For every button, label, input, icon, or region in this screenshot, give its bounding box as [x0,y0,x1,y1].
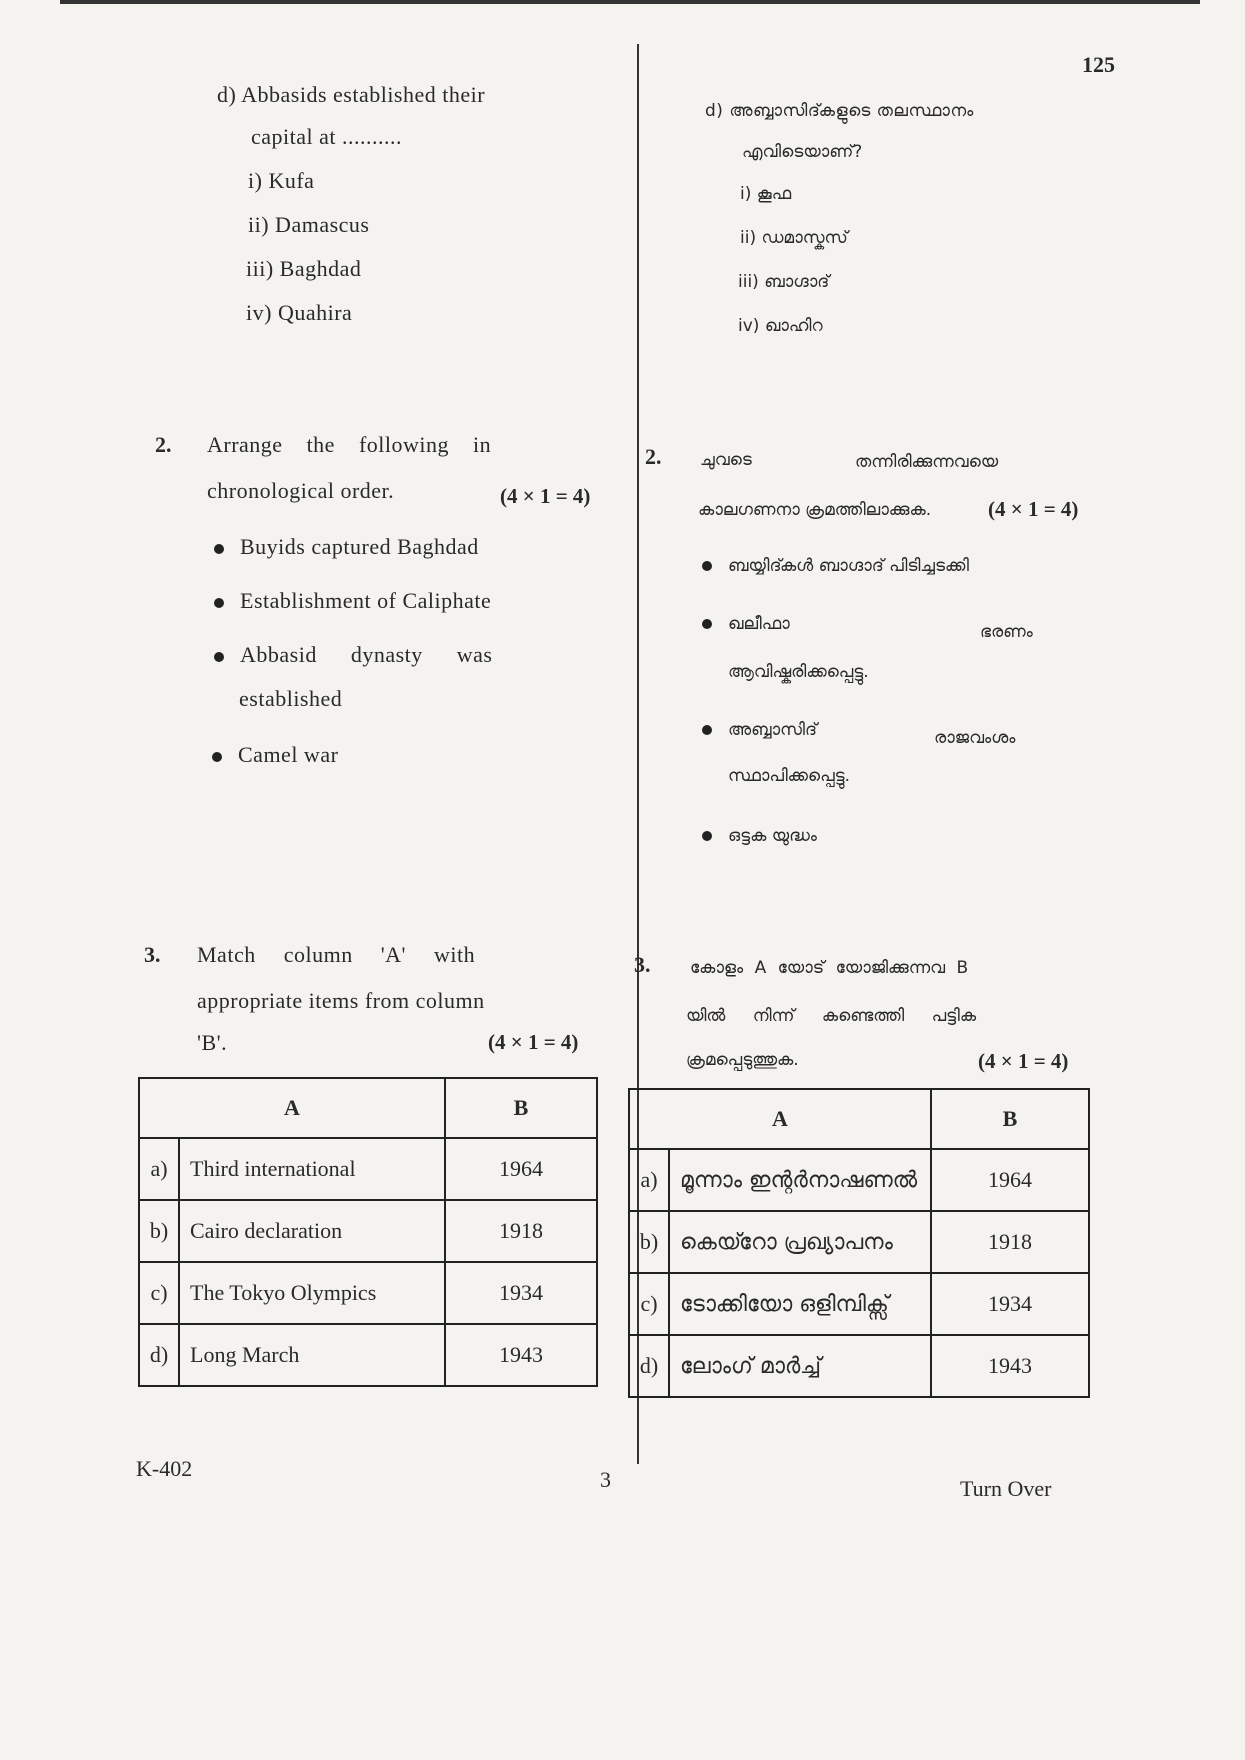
right-q2-number: 2. [645,444,662,469]
right-q3-number: 3. [634,952,651,977]
left-q2-item [214,588,491,614]
column-a-cell: Third international [179,1138,445,1200]
left-q3-line2: appropriate items from column [197,988,485,1013]
left-q2-item-text: Establishment of Caliphate [240,588,492,613]
right-q2-item-cont: ആവിഷ്കരിക്കപ്പെട്ടു. [728,662,869,682]
column-b-cell: 1964 [445,1138,597,1200]
column-b-cell: 1918 [931,1211,1089,1273]
left-q1d-option-4: iv) Quahira [246,300,353,325]
right-match-table [628,1088,1090,1398]
left-q1d-option-3: iii) Baghdad [246,256,362,281]
table-row [139,1138,597,1200]
column-a-cell: Cairo declaration [179,1200,445,1262]
column-b-cell: 1943 [931,1335,1089,1397]
right-q1d-stem-1-text: d) അബ്ബാസിദ്കളുടെ തലസ്ഥാനം [705,101,974,121]
column-a-cell: The Tokyo Olympics [179,1262,445,1324]
right-q1d-option-4: iv) ഖാഹിറ [738,316,823,336]
table-row [629,1273,1089,1335]
left-q2-marks: (4 × 1 = 4) [500,484,591,508]
right-q2-item-text: ഒട്ടക യുദ്ധം [728,826,817,846]
right-q2-line1a: ചുവടെ [700,450,752,470]
left-q1d-option-2: ii) Damascus [248,212,370,237]
left-q2-item-text: Camel war [238,742,339,767]
table-header-b: B [931,1089,1089,1149]
right-q2-item [702,614,790,634]
right-q2-line2: കാലഗണനാ ക്രമത്തിലാക്കുക. [698,500,932,520]
right-q2-item-text: ഖലീഫാ [728,614,790,634]
table-row [629,1211,1089,1273]
table-row [139,1200,597,1262]
row-label: c) [629,1273,669,1335]
right-q2-item-word: ഭരണം [980,622,1033,642]
paper-code: K-402 [136,1456,193,1481]
table-row [139,1324,597,1386]
table-row [629,1335,1089,1397]
right-q2-line1b: തന്നിരിക്കുന്നവയെ [855,452,999,472]
table-header-a: A [629,1089,931,1149]
left-q1d-stem-2: capital at .......... [251,124,403,149]
left-q2-item [214,642,492,668]
row-label: a) [139,1138,179,1200]
left-q3-line3: 'B'. [197,1030,228,1055]
column-b-cell: 1918 [445,1200,597,1262]
row-label: d) [139,1324,179,1386]
column-b-cell: 1943 [445,1324,597,1386]
right-q1d-stem-2: എവിടെയാണ്? [742,142,863,162]
right-q2-item [702,556,969,576]
right-q2-item [702,826,817,846]
right-q1d-option-1: i) കൂഫ [740,184,792,204]
table-row [139,1262,597,1324]
left-q1d-option-1: i) Kufa [248,168,315,193]
right-q2-item-cont: സ്ഥാപിക്കപ്പെട്ടു. [728,766,850,786]
left-q3-number: 3. [144,942,161,967]
row-label: c) [139,1262,179,1324]
bullet-icon [702,831,712,841]
column-a-cell: മൂന്നാം ഇന്റർനാഷണൽ [669,1149,931,1211]
left-q3-marks: (4 × 1 = 4) [488,1030,579,1054]
row-label: a) [629,1149,669,1211]
row-label: d) [629,1335,669,1397]
bullet-icon [702,619,712,629]
top-rule [60,0,1200,4]
left-q3-line1: Match column 'A' with [197,942,476,967]
footer-page-number: 3 [600,1467,611,1492]
left-q2-item-cont: established [239,686,343,711]
column-b-cell: 1964 [931,1149,1089,1211]
column-a-cell: ടോക്കിയോ ഒളിമ്പിക്സ് [669,1273,931,1335]
table-row [629,1149,1089,1211]
right-q2-item [702,720,817,740]
right-q2-item-text: അബ്ബാസിദ് [728,720,817,740]
left-q2-item [212,742,338,768]
right-q3-line1: കോളം A യോട് യോജിക്കുന്നവ B [690,958,969,978]
right-q1d-option-3: iii) ബാഗ്ദാദ് [738,272,830,292]
left-q2-item-text: Abbasid dynasty was [240,642,493,667]
right-q3-marks: (4 × 1 = 4) [978,1049,1069,1073]
page-number: 125 [1082,52,1115,77]
left-q2-line1: Arrange the following in [207,432,492,457]
column-a-cell: ലോംഗ് മാർച്ച് [669,1335,931,1397]
left-q2-line2: chronological order. [207,478,395,503]
left-q2-item [214,534,479,560]
right-q3-line2: യിൽ നിന്ന് കണ്ടെത്തി പട്ടിക [686,1006,977,1026]
row-label: b) [139,1200,179,1262]
right-q2-item-word: രാജവംശം [934,728,1016,748]
table-header-b: B [445,1078,597,1138]
column-b-cell: 1934 [931,1273,1089,1335]
bullet-icon [214,544,224,554]
bullet-icon [214,598,224,608]
left-q2-item-text: Buyids captured Baghdad [240,534,479,559]
right-q1d-option-2: ii) ഡമാസ്കസ് [740,228,848,248]
right-q2-marks: (4 × 1 = 4) [988,497,1079,521]
bullet-icon [702,561,712,571]
column-a-cell: Long March [179,1324,445,1386]
column-a-cell: കെയ്റോ പ്രഖ്യാപനം [669,1211,931,1273]
right-q3-line3: ക്രമപ്പെടുത്തുക. [686,1050,799,1070]
turn-over-label: Turn Over [960,1476,1052,1501]
left-match-table [138,1077,598,1387]
bullet-icon [214,652,224,662]
bullet-icon [702,725,712,735]
bullet-icon [212,752,222,762]
left-q1d-stem-1: d) Abbasids established their [217,82,486,107]
right-q2-item-text: ബയ്യിദ്കൾ ബാഗ്ദാദ് പിടിച്ചടക്കി [728,556,969,576]
right-q1d-stem-1 [705,96,974,122]
table-header-a: A [139,1078,445,1138]
row-label: b) [629,1211,669,1273]
column-b-cell: 1934 [445,1262,597,1324]
left-q2-number: 2. [155,432,172,457]
